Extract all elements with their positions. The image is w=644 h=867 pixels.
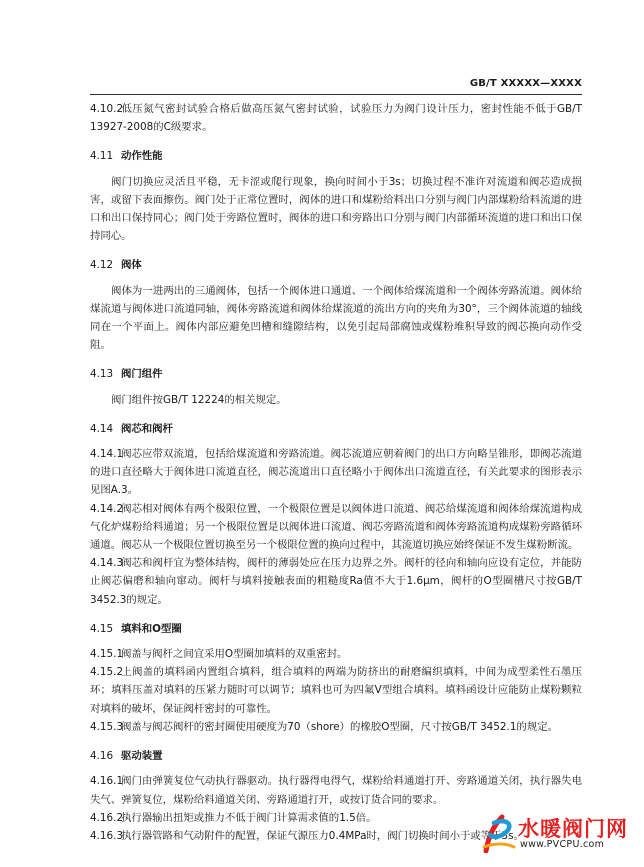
- clause-number: 4.16.1: [90, 775, 124, 788]
- clause-text: 上阀盖的填料函内置组合填料，组合填料的两端为防挤出的耐磨编织填料，中间为成型柔性石墨压环；填料压盖对填料的压紧力随时可以调节；填料也可为四氟V型组合填料。填料函设计应能防止煤粉颗粒对填料的破坏，保证阀杆密封的可靠性。: [90, 666, 582, 715]
- clause-4-10-2: [90, 100, 582, 136]
- section-4-12-heading: [90, 256, 582, 274]
- clause-number: 4.10.2: [90, 103, 124, 115]
- clause-4-14-1: [90, 445, 582, 500]
- clause-text: 阀门由弹簧复位气动执行器驱动。执行器得电得气，煤粉给料通道打开、旁路通道关闭，执行器失电失气、弹簧复位，煤粉给料通道关闭、旁路通道打开，或按订货合同的要求。: [90, 775, 582, 806]
- clause-number: 4.15.2: [90, 666, 124, 679]
- clause-4-15-1: [90, 645, 582, 663]
- clause-number: 4.16.3: [90, 829, 124, 842]
- clause-text: 执行器输出扭矩或推力不低于阀门计算需求值的1.5倍。: [121, 811, 377, 824]
- section-title: 动作性能: [121, 150, 163, 163]
- section-number: 4.12: [90, 259, 114, 272]
- paragraph-4-13: 阀门组件按GB/T 12224的相关规定。: [111, 393, 287, 406]
- standard-number: GB/T XXXXX—XXXX: [469, 78, 582, 89]
- watermark-url: www.PVCPU.com: [520, 839, 605, 850]
- clause-text: 阀芯相对阀体有两个极限位置，一个极限位置是以阀体进口流道、阀芯给煤流道和阀体给煤流道构成气化炉煤粉给料通道；另一个极限位置是以阀体进口流道、阀芯旁路流道和阀体旁路流道构成煤粉旁路循环通道。阀芯从一个极限位置切换至另一个极限位置的换向过程中，其流道切换应始终保证不发生煤粉断流。: [90, 502, 582, 552]
- clause-4-15-2: [90, 663, 582, 718]
- paragraph-4-12: 阀体为一进两出的三通阀体，包括一个阀体进口通道、一个阀体给煤流道和一个阀体旁路流道。阀体给煤流道与阀体进口流道同轴，阀体旁路流道和阀体给煤流道的流出方向的夹角为30°，三个阀体流道的轴线同在一个平面上。阀体内部应避免凹槽和缝隙结构，以免引起局部腐蚀或煤粉堆积导致的阀芯换向动作受阻。: [90, 284, 582, 352]
- clause-text: 阀盖与阀杆之间宜采用O型圈加填料的双重密封。: [121, 648, 348, 661]
- paragraph-4-11: 阀门切换应灵活且平稳，无卡涩或爬行现象，换向时间小于3s；切换过程不准许对流道和阀芯造成损害，或留下表面擦伤。阀门处于正常位置时，阀体的进口和煤粉给料出口分别与阀门内部煤粉给料流道的进口和出口保持同心；阀门处于旁路位置时，阀体的进口和旁路出口分别与阀门内部循环流道的进口和出口保持同心。: [90, 175, 582, 243]
- watermark-logo: [480, 813, 640, 853]
- section-title: 填料和O型圈: [121, 622, 182, 635]
- section-number: 4.14: [90, 422, 114, 435]
- clause-text: 阀芯和阀杆宜为整体结构，阀杆的薄弱处应在压力边界之外。阀杆的径向和轴向应设有定位，并能防止阀芯偏磨和轴向窜动。阀杆与填料接触表面的粗糙度Ra值不大于1.6μm，阀杆的O型圈槽尺寸按GB/T 3452.3的规定。: [90, 557, 582, 606]
- section-number: 4.11: [90, 150, 114, 163]
- clause-4-14-3: [90, 554, 582, 609]
- section-title: 阀体: [121, 259, 142, 272]
- section-4-14-heading: [90, 420, 582, 438]
- section-4-11-heading: [90, 147, 582, 165]
- clause-number: 4.14.1: [90, 448, 124, 461]
- clause-number: 4.16.2: [90, 811, 124, 824]
- clause-number: 4.14.3: [90, 557, 124, 570]
- clause-text: 执行器管路和气动附件的配置，保证气源压力0.4MPa时，阀门切换时间小于或等于3s。: [121, 829, 524, 842]
- clause-number: 4.14.2: [90, 502, 124, 515]
- watermark-brand: 水暖阀门网: [518, 817, 628, 841]
- clause-4-15-3: [90, 718, 582, 736]
- section-number: 4.13: [90, 368, 114, 381]
- clause-number: 4.15.1: [90, 648, 124, 661]
- section-title: 阀门组件: [121, 368, 163, 381]
- section-number: 4.16: [90, 750, 114, 763]
- section-number: 4.15: [90, 622, 114, 635]
- clause-text: 低压氮气密封试验合格后做高压氮气密封试验，试验压力为阀门设计压力，密封性能不低于GB/T 13927-2008的C级要求。: [90, 103, 582, 134]
- document-body: [90, 100, 582, 845]
- clause-number: 4.15.3: [90, 720, 124, 733]
- clause-4-14-2: [90, 500, 582, 555]
- pvcpu-logo-icon: [480, 813, 516, 853]
- section-4-13-heading: [90, 365, 582, 383]
- section-4-15-heading: [90, 620, 582, 638]
- section-4-16-heading: [90, 747, 582, 765]
- section-title: 阀芯和阀杆: [121, 422, 173, 435]
- page-header: [90, 78, 582, 95]
- clause-4-16-1: [90, 772, 582, 808]
- section-title: 驱动装置: [121, 750, 163, 763]
- clause-text: 阀芯应带双流道，包括给煤流道和旁路流道。阀芯流道应朝着阀门的出口方向略呈锥形，即阀芯流道的进口直径略大于阀体进口流道直径，阀芯流道出口直径略小于阀体出口流道直径，有关此要求的图形表示见图A.3。: [90, 448, 582, 497]
- clause-text: 阀盖与阀芯阀杆的密封圈使用硬度为70（shore）的橡胶O型圈，尺寸按GB/T 3452.1的规定。: [121, 720, 558, 733]
